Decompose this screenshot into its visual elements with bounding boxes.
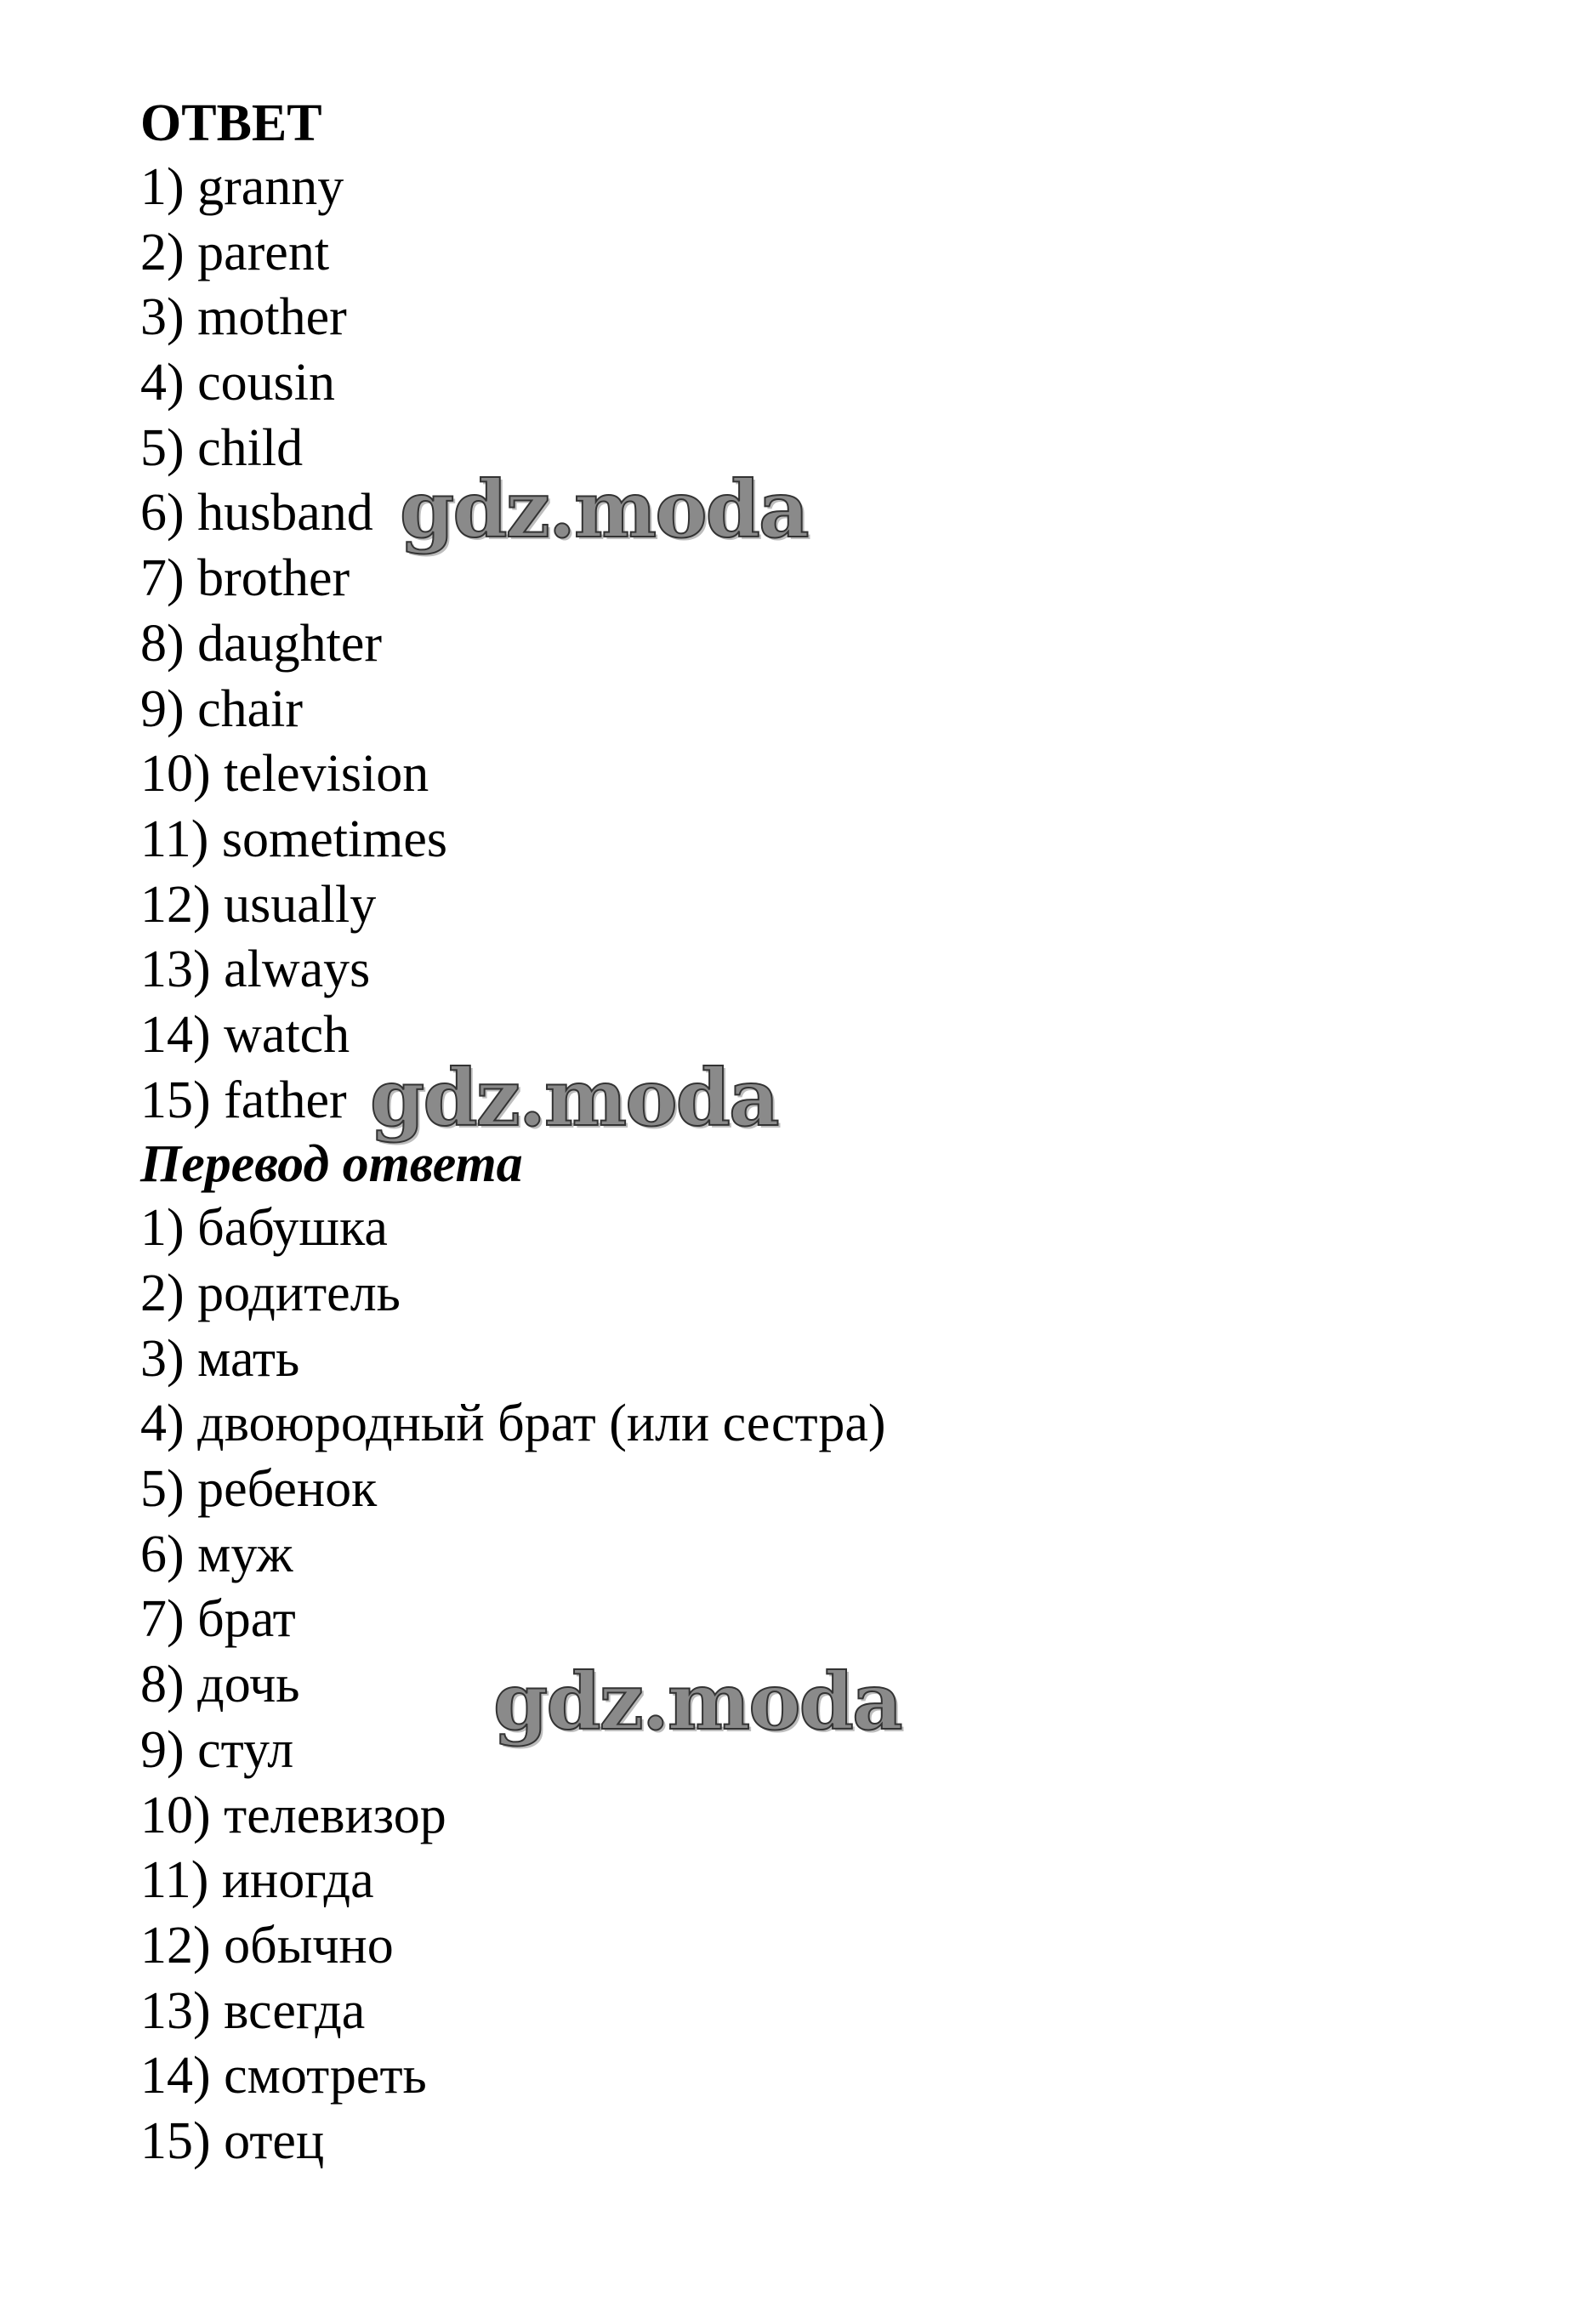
answer-page <box>140 92 1501 2174</box>
answer-heading: ОТВЕТ <box>140 94 322 152</box>
translation-item: 3) мать <box>140 1329 300 1388</box>
translation-item: 13) всегда <box>140 1981 366 2040</box>
answer-item: 1) granny <box>140 158 344 216</box>
translation-item: 12) обычно <box>140 1916 394 1975</box>
translation-item: 6) муж <box>140 1525 293 1583</box>
answer-item: 9) chair <box>140 679 304 738</box>
translation-item: 7) брат <box>140 1590 296 1649</box>
translation-item: 4) двоюродный брат (или сестра) <box>140 1395 886 1453</box>
answer-item: 11) sometimes <box>140 810 448 868</box>
watermark-logo: gdz.moda <box>493 1656 901 1747</box>
answer-list <box>140 155 1501 1133</box>
answer-item: 6) husband <box>140 484 373 543</box>
answer-item: 15) father <box>140 1071 347 1129</box>
watermark-logo: gdz.moda <box>400 463 808 555</box>
translation-heading: Перевод ответа <box>140 1135 523 1194</box>
answer-item: 12) usually <box>140 875 377 934</box>
translation-item: 15) отец <box>140 2111 325 2170</box>
translation-item: 2) родитель <box>140 1264 401 1322</box>
watermark-logo: gdz.moda <box>370 1052 778 1144</box>
answer-item: 10) television <box>140 745 429 804</box>
translation-item: 5) ребенок <box>140 1460 378 1519</box>
translation-item: 1) бабушка <box>140 1199 388 1258</box>
answer-item: 2) parent <box>140 223 330 281</box>
translation-item: 9) стул <box>140 1720 294 1779</box>
translation-item: 11) иногда <box>140 1851 374 1910</box>
translation-item: 14) смотреть <box>140 2047 427 2105</box>
answer-item: 4) cousin <box>140 354 336 412</box>
answer-item: 5) child <box>140 418 304 477</box>
answer-item: 13) always <box>140 940 371 999</box>
answer-item: 8) daughter <box>140 614 383 673</box>
answer-item: 7) brother <box>140 549 350 608</box>
translation-item: 8) дочь <box>140 1656 300 1714</box>
translation-item: 10) телевизор <box>140 1786 446 1844</box>
answer-item: 3) mother <box>140 288 347 347</box>
answer-item: 14) watch <box>140 1005 350 1064</box>
